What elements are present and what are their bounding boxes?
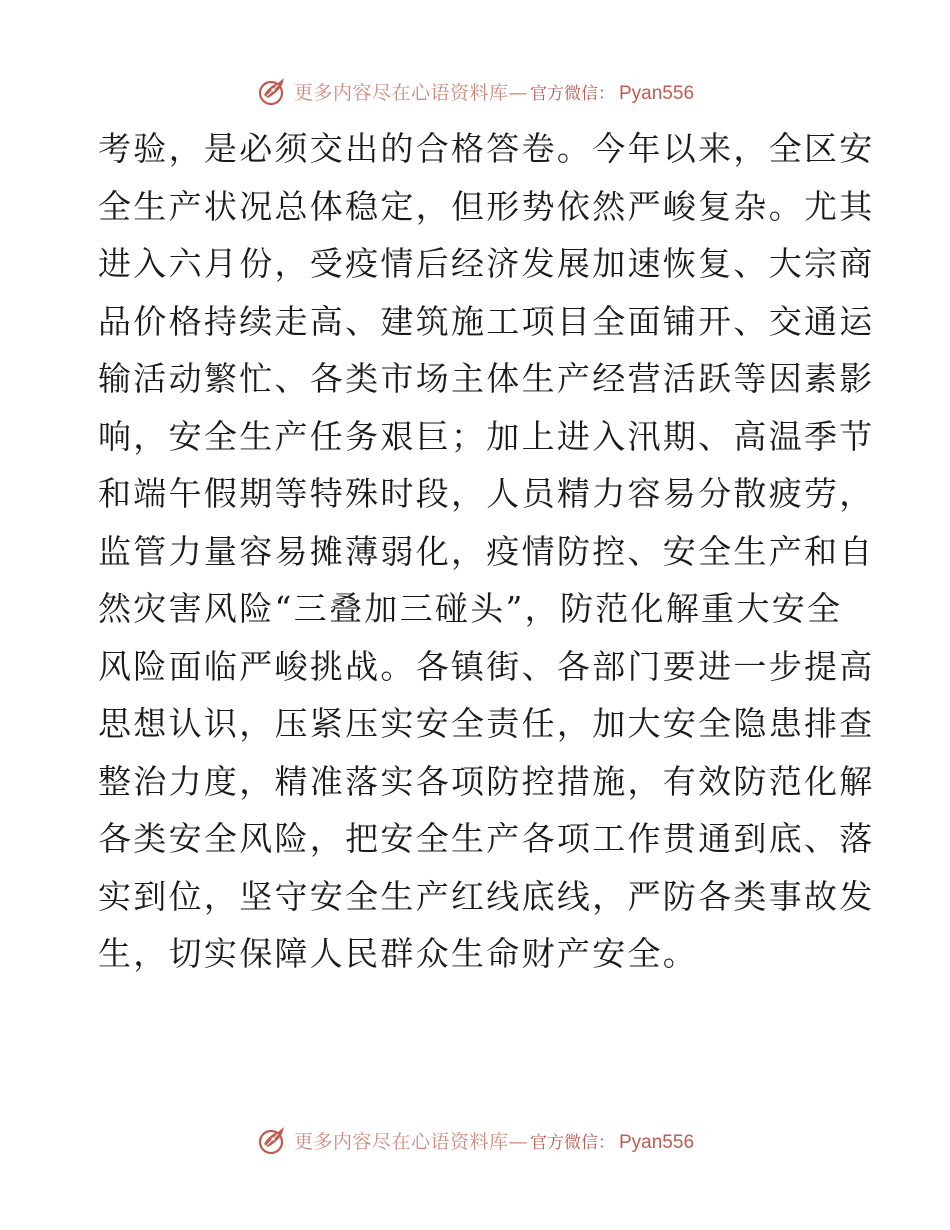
body-line: 风险面临严峻挑战。各镇街、各部门要进一步提高 bbox=[98, 646, 875, 686]
body-line: 和端午假期等特殊时段，人员精力容易分散疲劳， bbox=[98, 474, 875, 513]
footer-watermark bbox=[0, 1120, 950, 1160]
watermark-main-text: 更多内容尽在心语资料库— bbox=[293, 1130, 528, 1153]
body-line: 品价格持续走高、建筑施工项目全面铺开、交通运 bbox=[98, 301, 875, 341]
body-line: 然灾害风险“三叠加三碰头”，防范化解重大安全 bbox=[98, 589, 843, 628]
body-line: 考验，是必须交出的合格答卷。今年以来，全区安 bbox=[98, 129, 875, 168]
body-line: 整治力度，精准落实各项防控措施，有效防范化解 bbox=[98, 761, 875, 801]
body-line: 响，安全生产任务艰巨；加上进入汛期、高温季节 bbox=[98, 416, 875, 456]
body-line: 监管力量容易摊薄弱化，疫情防控、安全生产和自 bbox=[98, 531, 875, 571]
watermark-sub-text: 官方微信： bbox=[530, 1132, 615, 1153]
watermark-wechat-id: Pyan556 bbox=[619, 82, 695, 104]
watermark-sub-text: 官方微信： bbox=[530, 83, 615, 104]
pen-nib-logo-icon bbox=[256, 74, 290, 108]
body-line: 实到位，坚守安全生产红线底线，严防各类事故发 bbox=[98, 876, 875, 916]
watermark-main-text: 更多内容尽在心语资料库— bbox=[293, 81, 528, 104]
body-line: 各类安全风险，把安全生产各项工作贯通到底、落 bbox=[98, 819, 875, 858]
pen-nib-logo-icon bbox=[256, 1123, 290, 1157]
watermark-wechat-id: Pyan556 bbox=[619, 1131, 695, 1153]
body-line: 生，切实保障人民群众生命财产安全。 bbox=[98, 934, 699, 973]
body-line: 思想认识，压紧压实安全责任，加大安全隐患排查 bbox=[98, 704, 875, 743]
body-line: 全生产状况总体稳定，但形势依然严峻复杂。尤其 bbox=[98, 186, 875, 226]
body-line: 进入六月份，受疫情后经济发展加速恢复、大宗商 bbox=[98, 244, 875, 283]
document-body bbox=[98, 120, 875, 983]
body-line: 输活动繁忙、各类市场主体生产经营活跃等因素影 bbox=[98, 359, 875, 398]
header-watermark bbox=[0, 71, 950, 111]
